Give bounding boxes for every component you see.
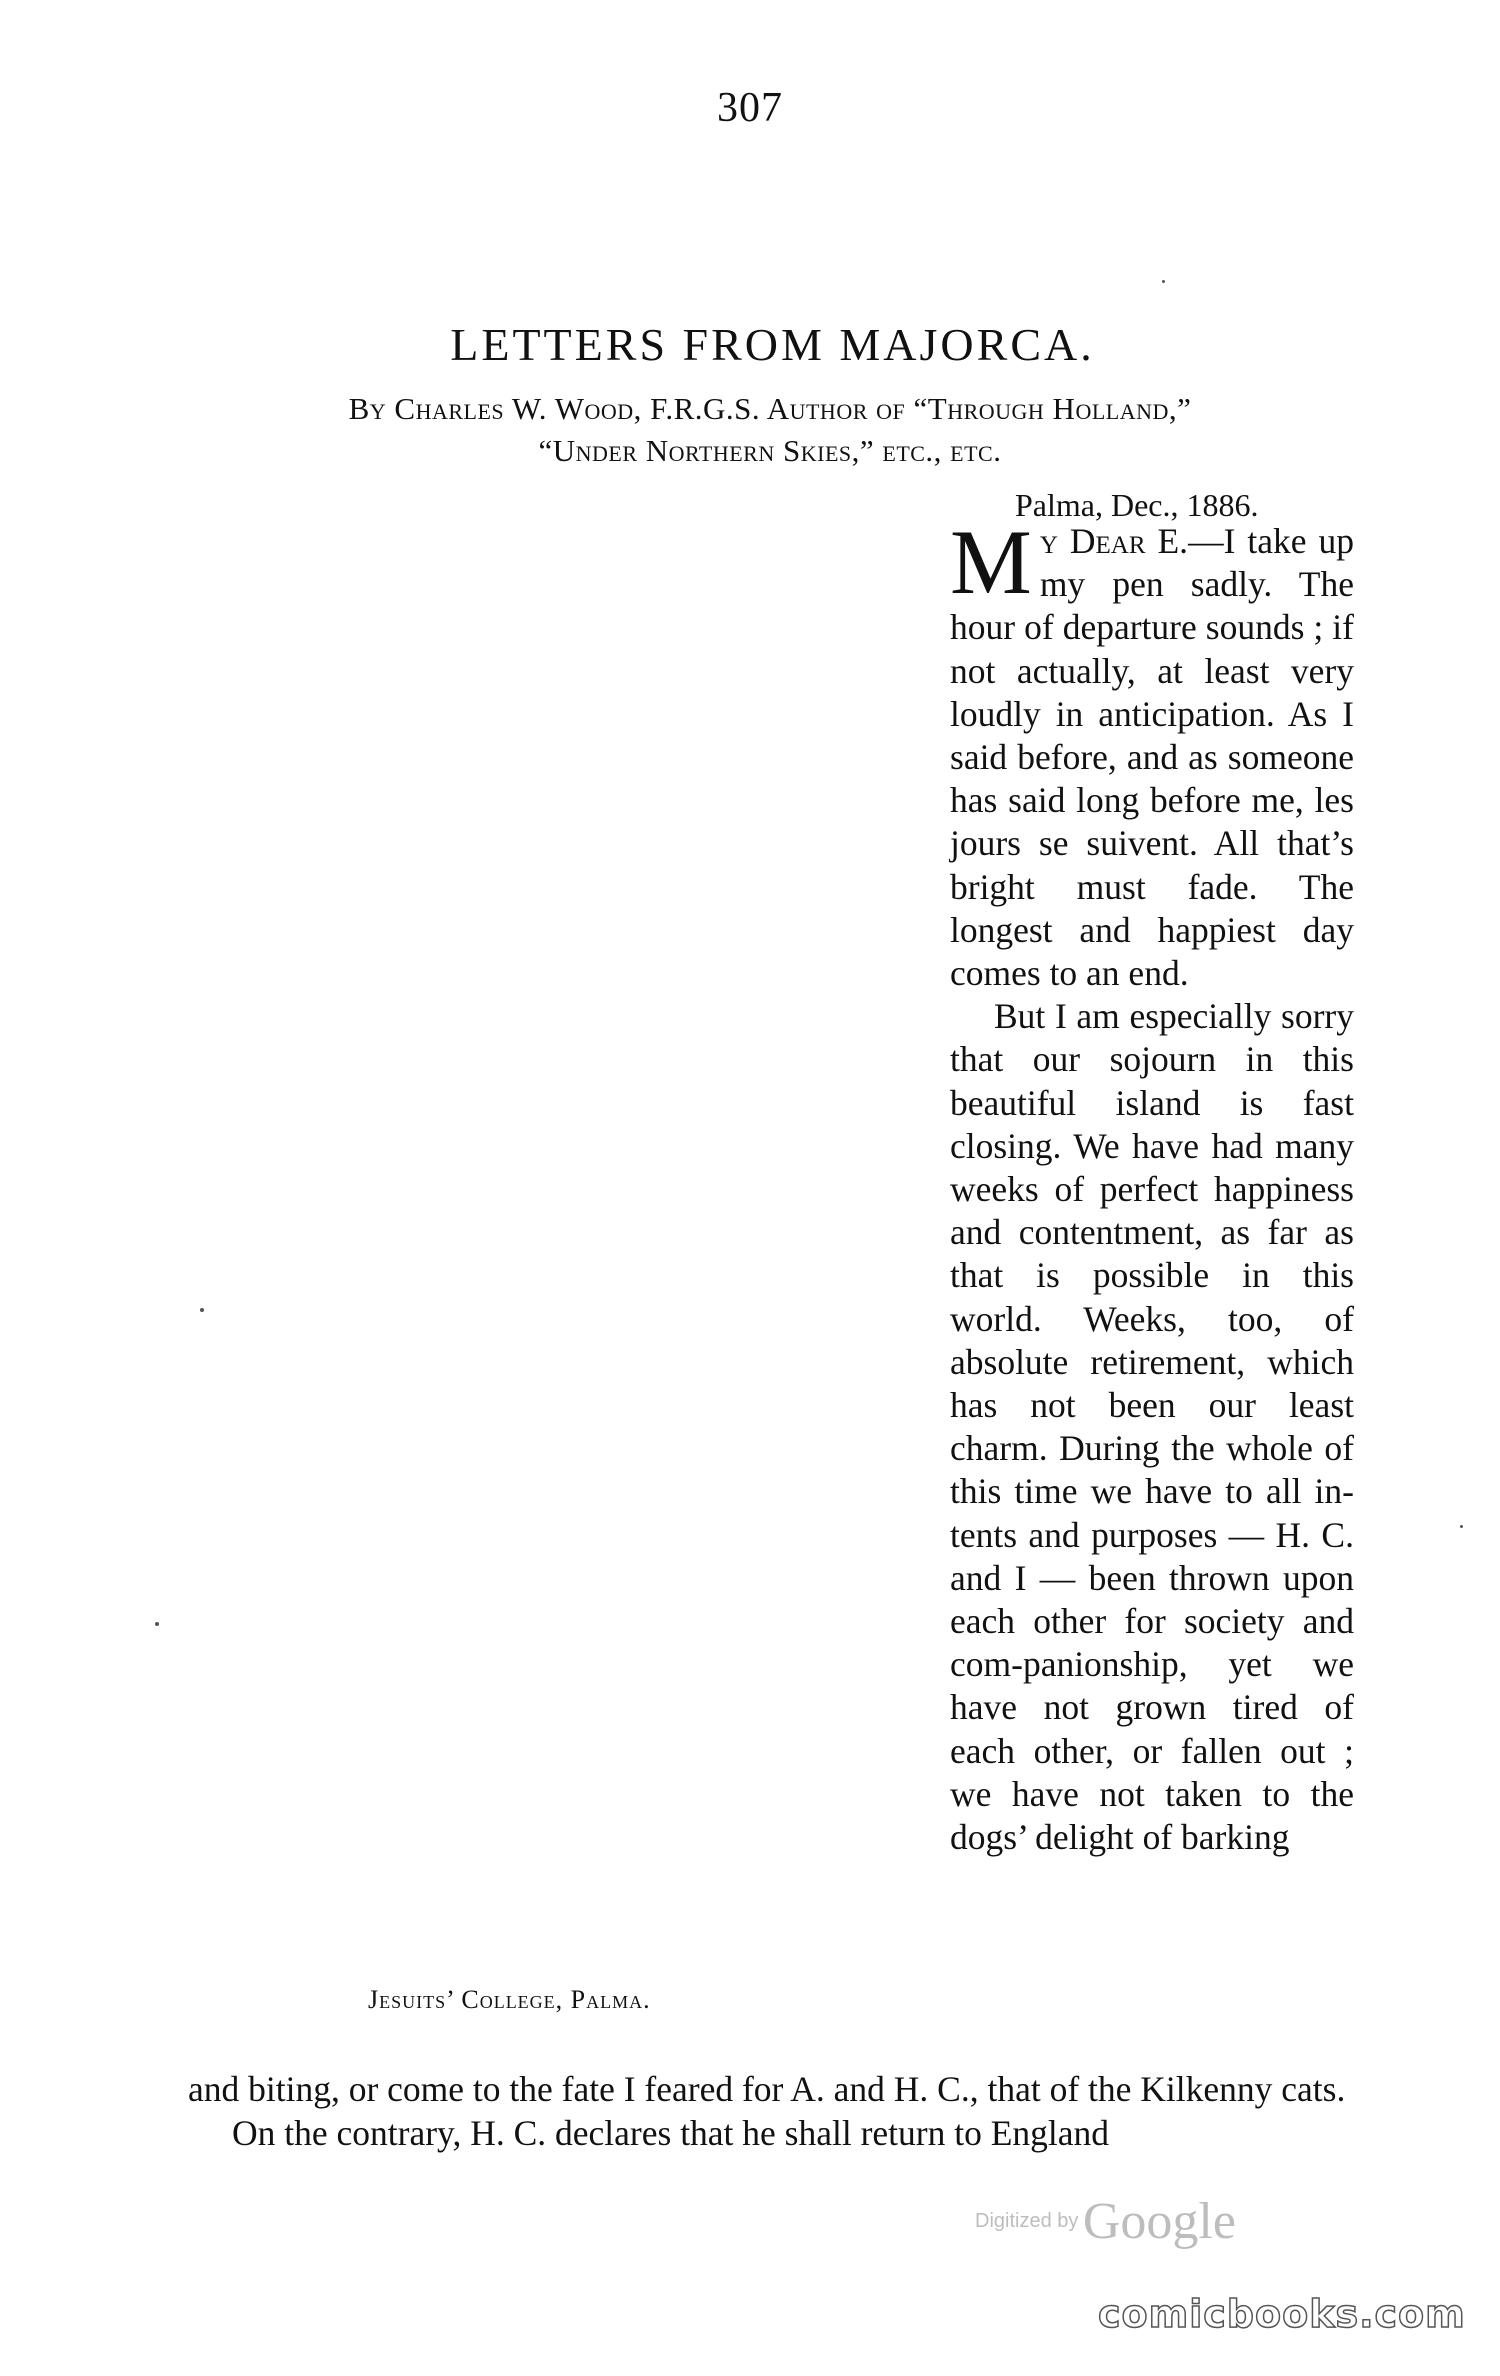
byline-line-2: “Under Northern Skies,” etc., etc. bbox=[538, 433, 1002, 468]
article-title: LETTERS FROM MAJORCA. bbox=[450, 319, 1095, 370]
google-watermark bbox=[975, 2192, 1236, 2251]
google-logo: Google bbox=[1082, 2193, 1236, 2250]
illustration-caption: Jesuits’ College, Palma. bbox=[368, 1985, 651, 2014]
digitized-by-text: Digitized by bbox=[975, 2210, 1079, 2232]
scan-speck bbox=[1162, 280, 1165, 283]
text-column bbox=[950, 511, 1354, 1859]
page-number: 307 bbox=[717, 85, 783, 131]
paragraph-2-continued: and biting, or come to the fate I feared for A. and H. C., that of the Kilkenny cats. bbox=[188, 2069, 1346, 2109]
byline-line-1: By Charles W. Wood, F.R.G.S. Author of “Through Holland,” bbox=[348, 391, 1192, 426]
paragraph-3: On the contrary, H. C. declares that he shall return to England bbox=[232, 2112, 1110, 2153]
scan-speck bbox=[155, 1622, 159, 1626]
drop-cap: M bbox=[950, 511, 1032, 613]
paragraph-2: But I am especially sorry that our sojourn in this beautiful island is fast closing. We have had many weeks of perfect happiness and contentment, as far as that is possible in this world. Weeks, too, of absolute retirement, which has not been our least charm. During the whole of this time we have to all in-tents and purposes — H. C. and I — been thrown upon each other for society and com-panionship, yet we have not grown tired of each other, or fallen out ; we have not taken to the dogs’ delight of barking bbox=[950, 996, 1354, 1858]
dateline: Palma, Dec., 1886. bbox=[1015, 487, 1259, 523]
byline bbox=[185, 388, 1355, 472]
paragraph-1 bbox=[950, 511, 1354, 995]
full-width-text bbox=[188, 2068, 1354, 2155]
scan-speck bbox=[1460, 1525, 1463, 1528]
salutation: y Dear E. bbox=[1039, 521, 1189, 561]
scan-speck bbox=[200, 1308, 204, 1312]
paragraph-1-text: —I take up my pen sadly. The hour of departure sounds ; if not actually, at least very loudly in anticipation. As I said before, and as someone has said long before me, les jours se suivent. All that’s bright must fade. The longest and happiest day comes to an end. bbox=[950, 521, 1354, 994]
site-watermark: comicbooks.com bbox=[1098, 2292, 1466, 2336]
